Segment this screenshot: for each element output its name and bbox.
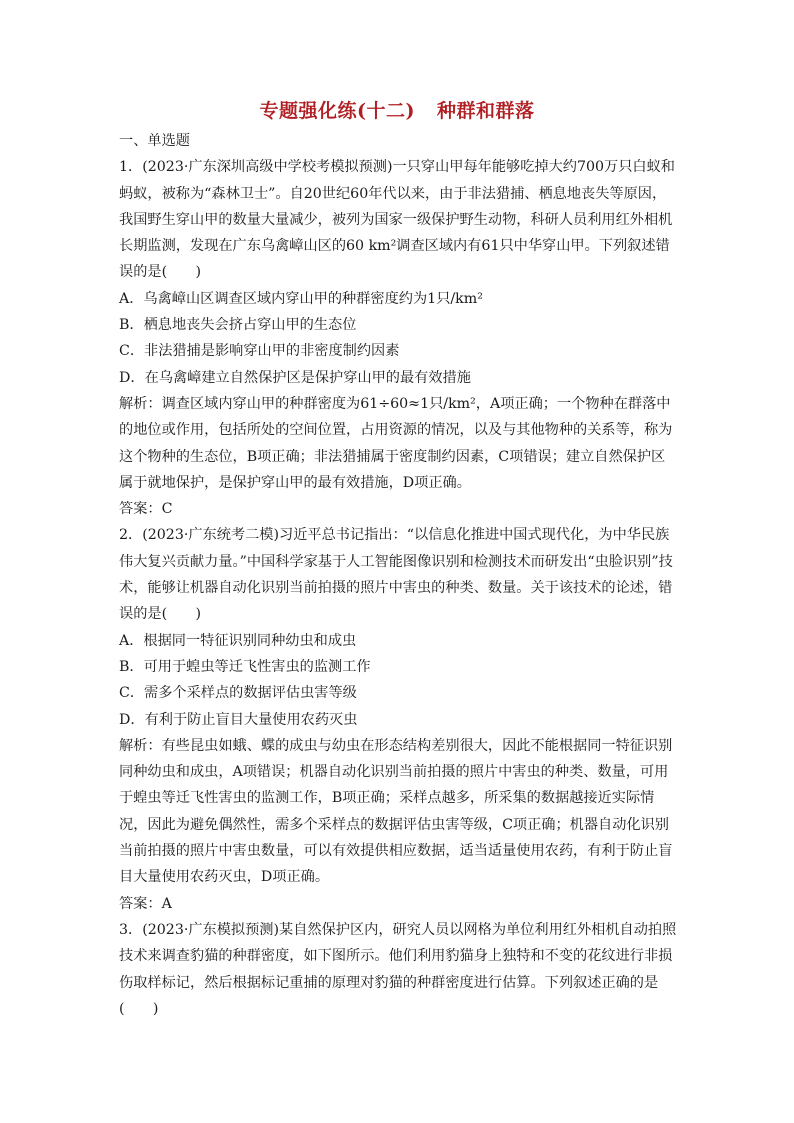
question-stem: 1．(2023·广东深圳高级中学校考模拟预测)一只穿山甲每年能够吃掉大约700万只白蚁和蚂蚁，被称为“森林卫士”。自20世纪60年代以来，由于非法猎捕、栖息地丧失等原因，我国野生穿山甲的数量大量减少，被列为国家一级保护野生动物，科研人员利用红外相机长期监测，发现在广东乌禽嶂山区的60 km²调查区域内有61只中华穿山甲。下列叙述错误的是( ) [119,159,675,281]
option-a: A．乌禽嶂山区调查区域内穿山甲的种群密度约为1只/km² [119,290,483,307]
question-stem: 2．(2023·广东统考二模)习近平总书记指出：“以信息化推进中国式现代化，为中华民族伟大复兴贡献力量。”中国科学家基于人工智能图像识别和检测技术而研发出“虫脸识别”技术，能够让机器自动化识别当前拍摄的照片中害虫的种类、数量。关于该技术的论述，错误的是( ) [119,527,673,623]
question-2 [119,522,679,916]
option-b: B．栖息地丧失会挤占穿山甲的生态位 [119,317,357,334]
question-1 [119,154,679,522]
question-stem: 3．(2023·广东模拟预测)某自然保护区内，研究人员以网格为单位利用红外相机自动拍照技术来调查豹猫的种群密度，如下图所示。他们利用豹猫身上独特和不变的花纹进行非损伤取样标记，然后根据标记重捕的原理对豹猫的种群密度进行估算。下列叙述正确的是( ) [119,921,677,1017]
option-d: D．有利于防止盲目大量使用农药灭虫 [119,711,358,728]
document-body [119,128,679,1022]
answer-text: 答案：A [119,895,172,912]
option-c: C．需多个采样点的数据评估虫害等级 [119,685,357,702]
page-title [0,96,794,123]
title-sub: 种群和群落 [436,100,535,122]
question-3 [119,917,679,1022]
option-a: A．根据同一特征识别同种幼虫和成虫 [119,632,357,649]
analysis-text: 解析：调查区域内穿山甲的种群密度为61÷60≈1只/km²，A项正确；一个物种在群落中的地位或作用，包括所处的空间位置，占用资源的情况，以及与其他物种的关系等，称为这个物种的生态位，B项正确；非法猎捕属于密度制约因素，C项错误；建立自然保护区属于就地保护，是保护穿山甲的最有效措施，D项正确。 [119,395,673,491]
option-c: C．非法猎捕是影响穿山甲的非密度制约因素 [119,343,400,360]
option-d: D．在乌禽嶂建立自然保护区是保护穿山甲的最有效措施 [119,369,471,386]
section-heading: 一、单选题 [119,133,190,149]
analysis-text: 解析：有些昆虫如蛾、蝶的成虫与幼虫在形态结构差别很大，因此不能根据同一特征识别同种幼虫和成虫，A项错误；机器自动化识别当前拍摄的照片中害虫的种类、数量，可用于蝗虫等迁飞性害虫的监测工作，B项正确；采样点越多，所采集的数据越接近实际情况，因此为避免偶然性，需多个采样点的数据评估虫害等级，C项正确；机器自动化识别当前拍摄的照片中害虫数量，可以有效提供相应数据，适当适量使用农药，有利于防止盲目大量使用农药灭虫，D项正确。 [119,737,673,886]
answer-text: 答案：C [119,501,173,518]
option-b: B．可用于蝗虫等迁飞性害虫的监测工作 [119,658,371,675]
title-main: 专题强化练(十二) [259,100,415,122]
